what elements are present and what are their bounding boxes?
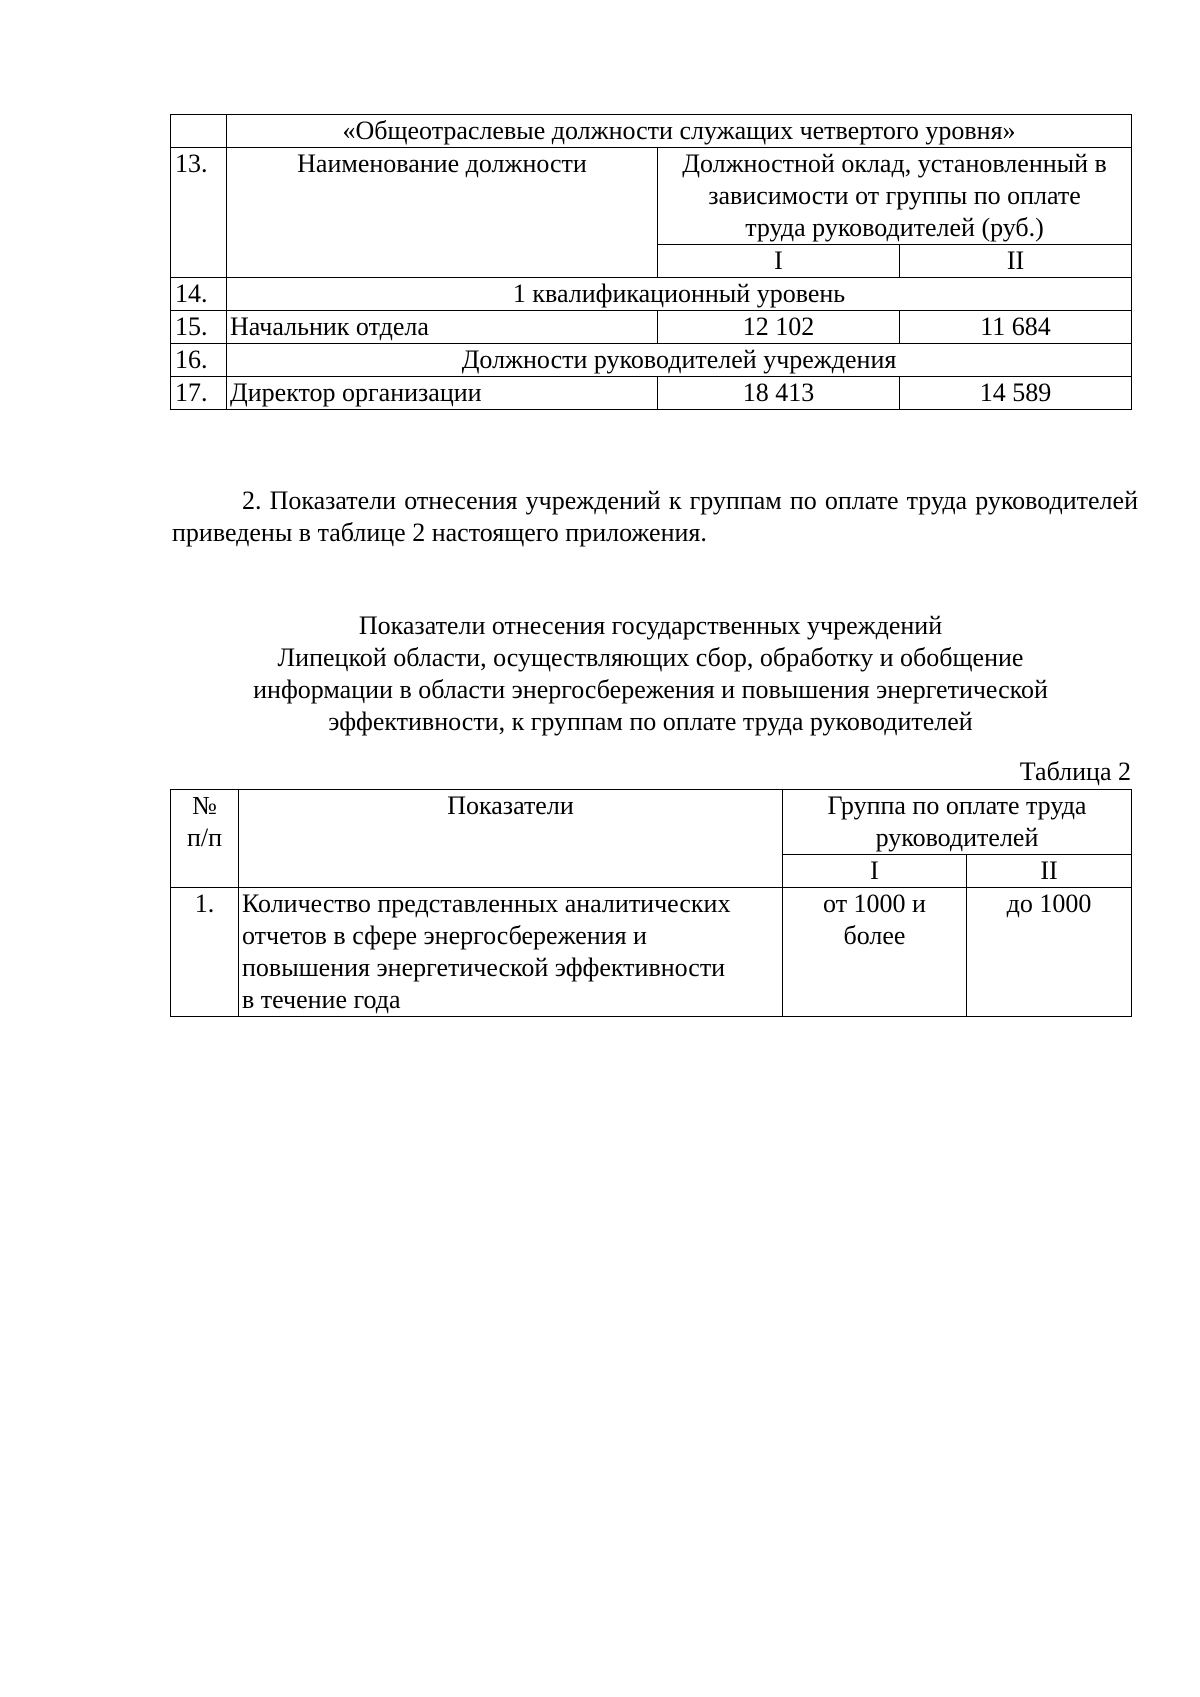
table-row: [171, 888, 1132, 1017]
group-1-line: от 1000 и: [823, 889, 926, 918]
indicator-line: в течение года: [242, 985, 401, 1014]
group-2-header: II: [900, 245, 1132, 278]
table-row: [171, 344, 1132, 377]
indicator-line: отчетов в сфере энергосбережения и: [242, 921, 647, 950]
table2-heading: [170, 610, 1131, 738]
row-number: 13.: [171, 148, 227, 278]
salary-header: [658, 148, 1132, 245]
row-number: 17.: [171, 377, 227, 410]
salary-header-line: труда руководителей (руб.): [745, 213, 1044, 242]
group-1-line: более: [843, 921, 906, 950]
salary-header-line: Должностной оклад, установленный в: [682, 149, 1107, 178]
table-row: [171, 377, 1132, 410]
table-row: [171, 148, 1132, 245]
table1-title: «Общеотраслевые должности служащих четвертого уровня»: [227, 115, 1132, 148]
group-header-line: Группа по оплате труда: [827, 791, 1087, 820]
indicator-line: Количество представленных аналитических: [242, 889, 731, 918]
number-header: [171, 790, 239, 888]
salary-header-line: зависимости от группы по оплате: [708, 181, 1081, 210]
table-row: [171, 311, 1132, 344]
salary-group-2: 14 589: [900, 377, 1132, 410]
row-number: 1.: [171, 888, 239, 1017]
paragraph-2: 2. Показатели отнесения учреждений к группам по оплате труда руководителей приведены в таблице 2 настоящего приложения.: [172, 486, 1138, 547]
row-number: 16.: [171, 344, 227, 377]
position-name-header: Наименование должности: [227, 148, 658, 278]
salary-group-2: 11 684: [900, 311, 1132, 344]
table-row: [171, 115, 1132, 148]
group-2-header: II: [967, 855, 1132, 888]
heading-line: эффективности, к группам по оплате труда руководителей: [328, 707, 973, 736]
row-number: 15.: [171, 311, 227, 344]
section-heading: Должности руководителей учреждения: [227, 344, 1132, 377]
table-row: [171, 278, 1132, 311]
group-2-value: до 1000: [967, 888, 1132, 1017]
group-header: [783, 790, 1132, 855]
position-name: Директор организации: [227, 377, 658, 410]
indicator-line: повышения энергетической эффективности: [242, 953, 726, 982]
group-1-header: I: [783, 855, 967, 888]
salary-group-1: 12 102: [658, 311, 900, 344]
indicators-header: Показатели: [239, 790, 783, 888]
heading-line: информации в области энергосбережения и повышения энергетической: [253, 675, 1048, 704]
section-heading: 1 квалификационный уровень: [227, 278, 1132, 311]
table2-label: Таблица 2: [1019, 757, 1131, 786]
table-row: [171, 790, 1132, 855]
group-header-line: руководителей: [875, 823, 1039, 852]
row-number: 14.: [171, 278, 227, 311]
group-1-value: [783, 888, 967, 1017]
number-abbrev: п/п: [186, 823, 223, 852]
table-cell: [171, 115, 227, 148]
indicator-text: [239, 888, 783, 1017]
position-name: Начальник отдела: [227, 311, 658, 344]
heading-line: Показатели отнесения государственных учреждений: [358, 611, 943, 640]
indicators-table: [170, 789, 1132, 1017]
salary-group-1: 18 413: [658, 377, 900, 410]
heading-line: Липецкой области, осуществляющих сбор, обработку и обобщение: [277, 643, 1024, 672]
group-1-header: I: [658, 245, 900, 278]
number-sign: №: [192, 791, 217, 820]
salary-table: [170, 114, 1132, 410]
